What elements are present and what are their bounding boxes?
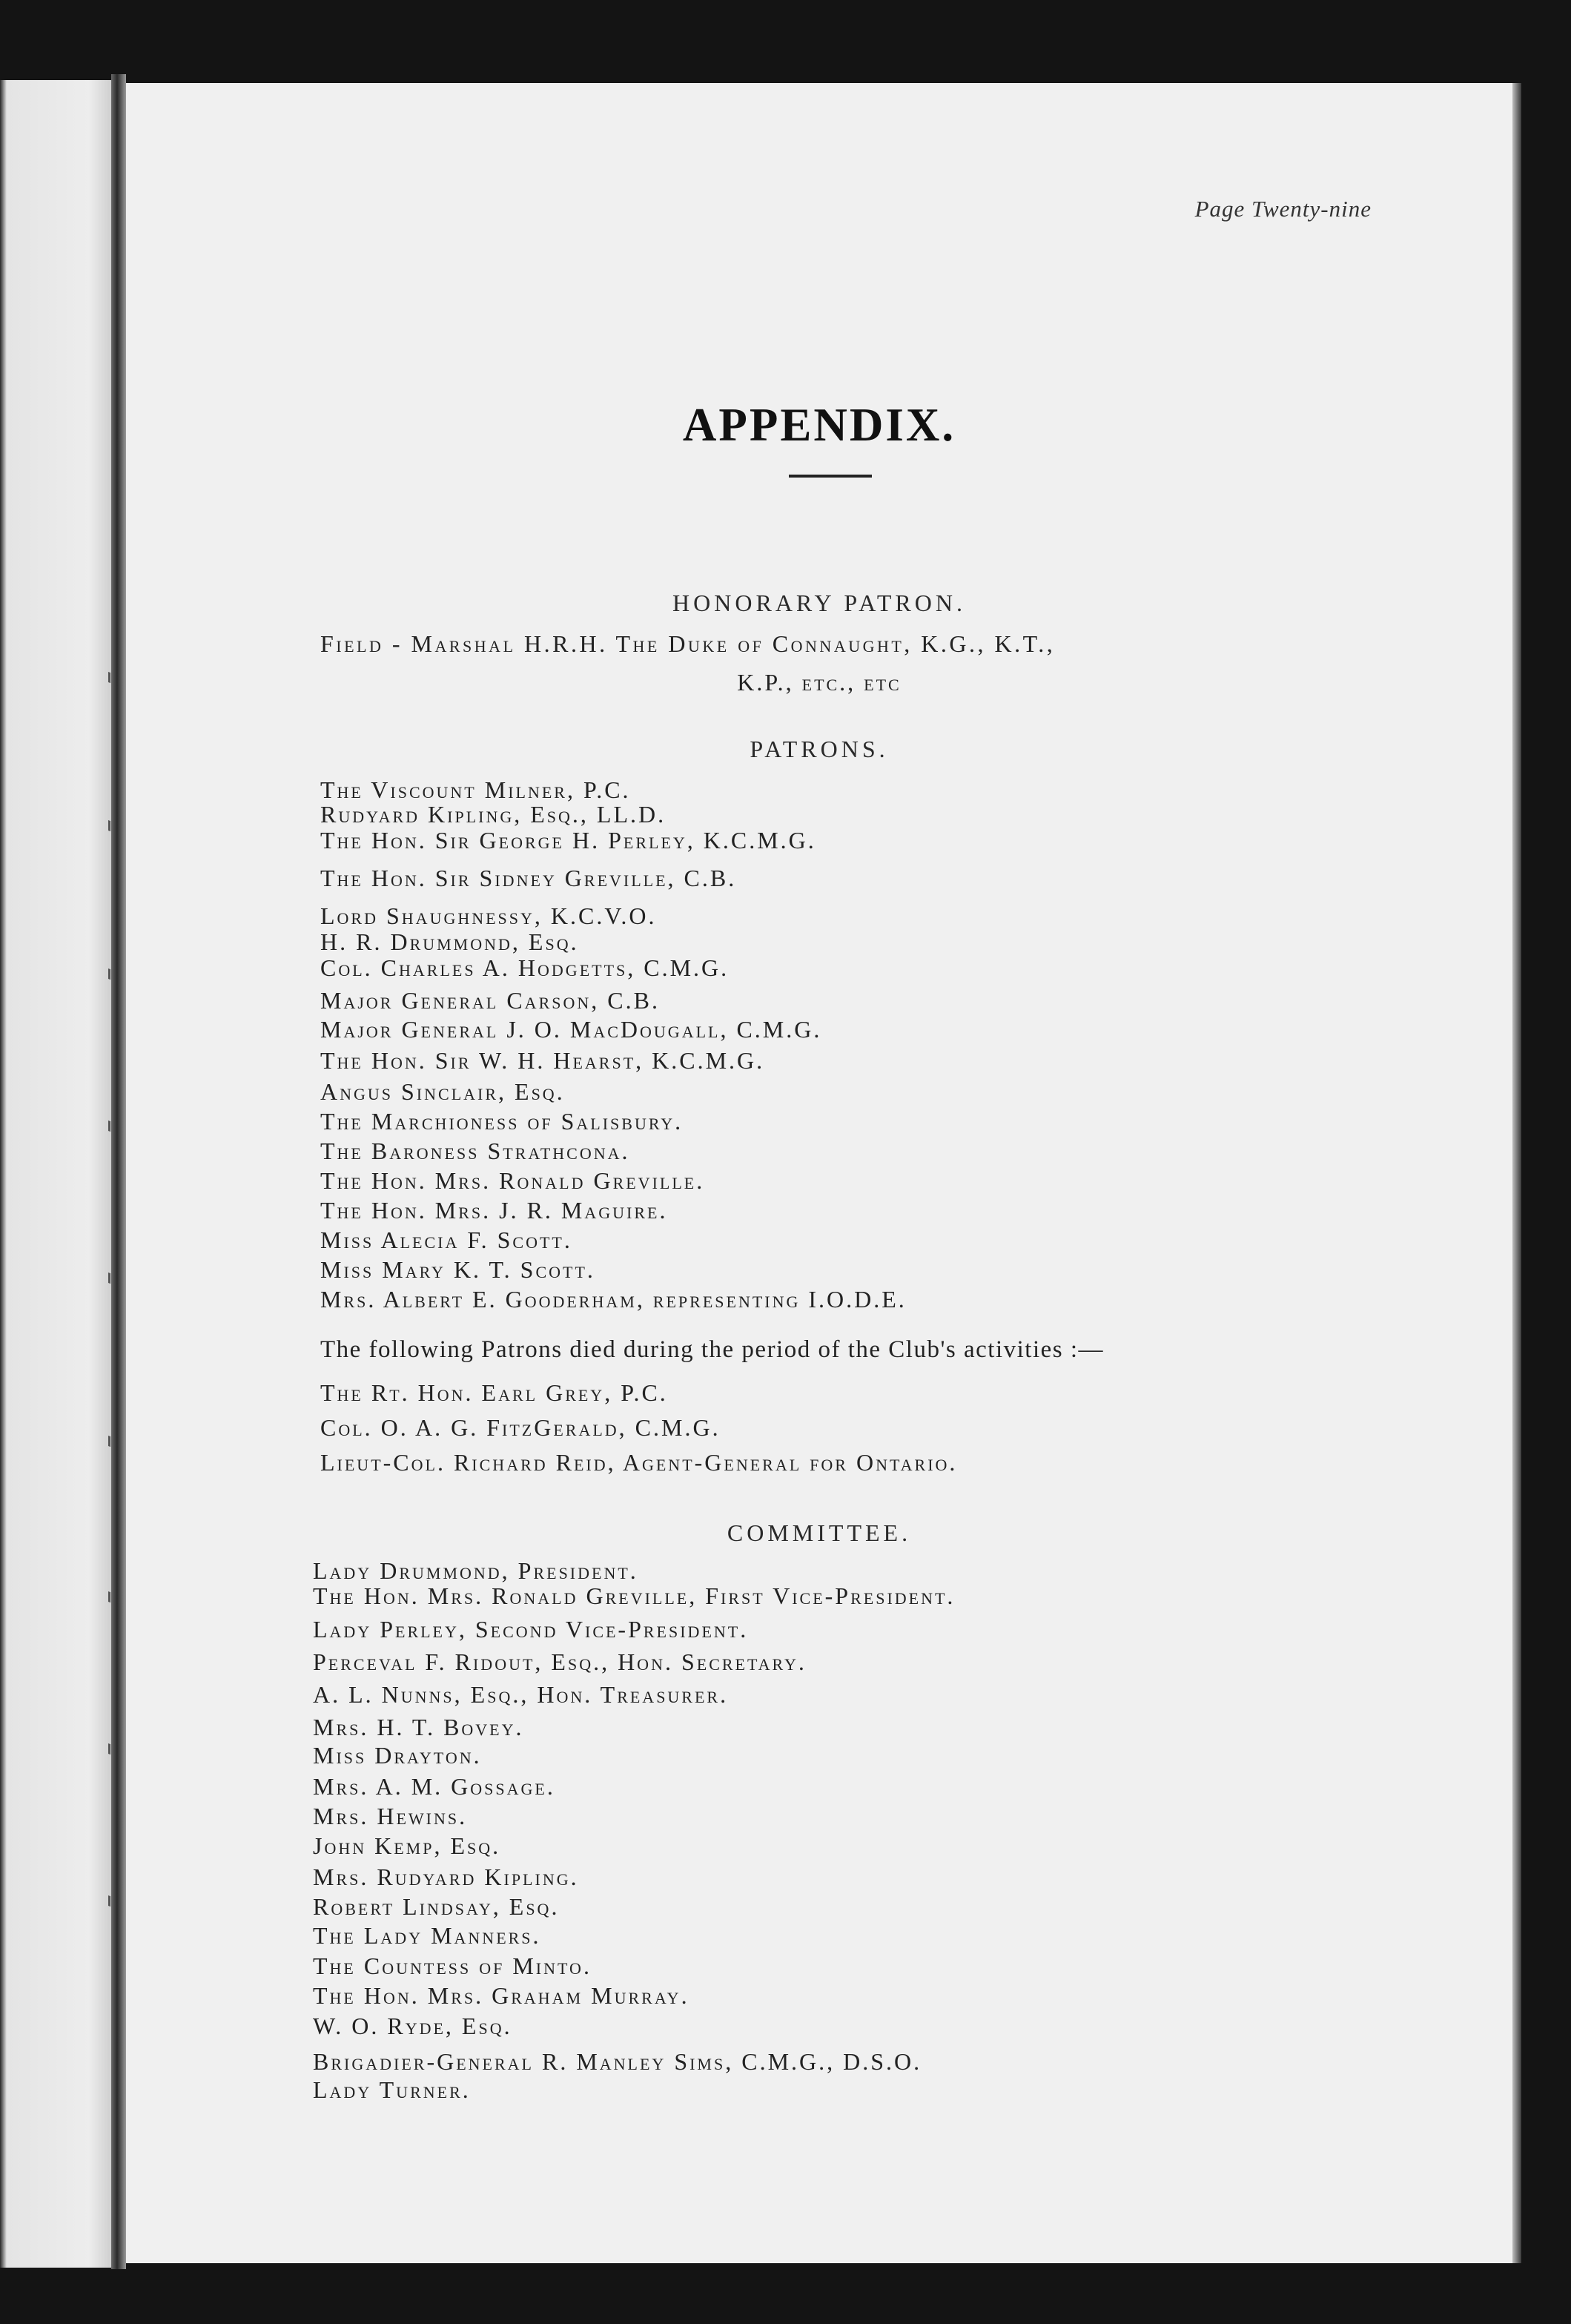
committee-entry: The Hon. Mrs. Graham Murray. — [313, 1982, 689, 2009]
patron-entry: Miss Mary K. T. Scott. — [320, 1256, 595, 1283]
deceased-entry: Lieut-Col. Richard Reid, Agent-General for Ontario. — [320, 1449, 958, 1476]
patron-entry: The Marchioness of Salisbury. — [320, 1108, 684, 1135]
committee-entry: The Countess of Minto. — [313, 1952, 592, 1979]
patron-entry: Mrs. Albert E. Gooderham, representing I.O.D.E. — [320, 1286, 907, 1313]
page-edge-shadow — [1512, 83, 1521, 2263]
patron-entry: Major General J. O. MacDougall, C.M.G. — [320, 1016, 822, 1043]
committee-entry: W. O. Ryde, Esq. — [313, 2013, 512, 2039]
committee-entry: The Lady Manners. — [313, 1922, 541, 1949]
committee-entry: The Hon. Mrs. Ronald Greville, First Vice-President. — [313, 1582, 956, 1609]
committee-heading: COMMITTEE. — [727, 1519, 912, 1546]
committee-entry: Robert Lindsay, Esq. — [313, 1893, 560, 1920]
deceased-entry: The Rt. Hon. Earl Grey, P.C. — [320, 1379, 668, 1406]
honorary-patron-line: K.P., etc., etc — [737, 669, 902, 696]
document-page — [126, 83, 1512, 2263]
committee-entry: Lady Perley, Second Vice-President. — [313, 1616, 749, 1643]
book-gutter — [111, 74, 126, 2269]
patron-entry: Rudyard Kipling, Esq., LL.D. — [320, 801, 667, 828]
facing-page-edge — [0, 80, 111, 2268]
patron-entry: The Hon. Sir Sidney Greville, C.B. — [320, 865, 737, 891]
patron-entry: The Baroness Strathcona. — [320, 1138, 630, 1164]
page-number: Page Twenty-nine — [1194, 196, 1372, 222]
patron-entry: The Hon. Mrs. Ronald Greville. — [320, 1167, 705, 1194]
patron-entry: The Hon. Mrs. J. R. Maguire. — [320, 1197, 668, 1224]
committee-entry: Mrs. Hewins. — [313, 1803, 468, 1829]
deceased-entry: Col. O. A. G. FitzGerald, C.M.G. — [320, 1414, 721, 1441]
patron-entry: H. R. Drummond, Esq. — [320, 928, 579, 955]
committee-entry: Mrs. Rudyard Kipling. — [313, 1864, 579, 1890]
patron-entry: Miss Alecia F. Scott. — [320, 1227, 572, 1253]
committee-entry: John Kemp, Esq. — [313, 1832, 501, 1859]
title-rule — [789, 475, 872, 478]
patron-entry: Major General Carson, C.B. — [320, 987, 660, 1014]
honorary-patron-heading: HONORARY PATRON. — [672, 590, 966, 616]
committee-entry: A. L. Nunns, Esq., Hon. Treasurer. — [313, 1681, 729, 1708]
committee-entry: Mrs. A. M. Gossage. — [313, 1773, 555, 1800]
committee-entry: Perceval F. Ridout, Esq., Hon. Secretary. — [313, 1648, 807, 1675]
patron-entry: Col. Charles A. Hodgetts, C.M.G. — [320, 954, 730, 981]
committee-entry: Lady Drummond, President. — [313, 1557, 638, 1584]
patron-entry: Angus Sinclair, Esq. — [320, 1078, 565, 1105]
committee-entry: Miss Drayton. — [313, 1742, 482, 1769]
deceased-intro: The following Patrons died during the period of the Club's activities :— — [320, 1336, 1105, 1363]
patrons-heading: PATRONS. — [750, 736, 889, 762]
honorary-patron-line: Field - Marshal H.R.H. The Duke of Connaught, K.G., K.T., — [320, 630, 1056, 657]
patron-entry: The Viscount Milner, P.C. — [320, 776, 631, 803]
patron-entry: The Hon. Sir George H. Perley, K.C.M.G. — [320, 827, 816, 854]
committee-entry: Lady Turner. — [313, 2076, 471, 2103]
committee-entry: Mrs. H. T. Bovey. — [313, 1714, 524, 1740]
page-title: APPENDIX. — [682, 399, 956, 451]
committee-entry: Brigadier-General R. Manley Sims, C.M.G., D.S.O. — [313, 2048, 922, 2075]
patron-entry: Lord Shaughnessy, K.C.V.O. — [320, 902, 657, 929]
patron-entry: The Hon. Sir W. H. Hearst, K.C.M.G. — [320, 1047, 765, 1074]
